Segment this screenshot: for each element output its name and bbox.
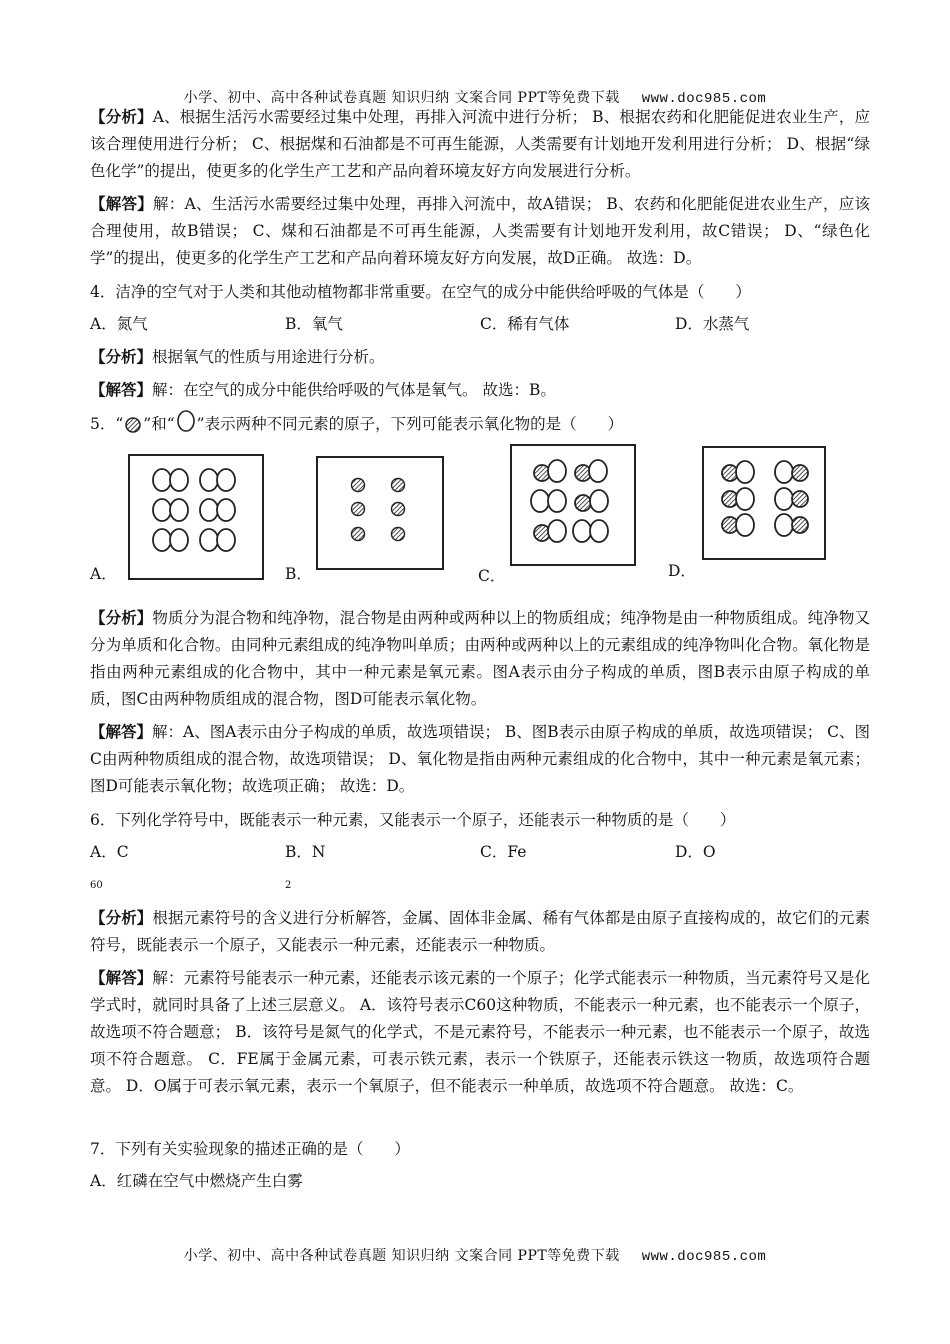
header-url[interactable]: www.doc985.com — [641, 91, 767, 107]
q6-stem: 6．下列化学符号中，既能表示一种元素，又能表示一个原子，还能表示一种物质的是（ ） — [90, 811, 736, 829]
q5-solution — [90, 718, 870, 800]
analysis-label: 【分析】 — [90, 608, 153, 627]
q5-stem-prefix: 5．“ — [90, 415, 124, 433]
q5-fig-d-letter: D． — [668, 562, 696, 580]
figure-a-molecules — [130, 456, 262, 578]
q5-figure-b — [316, 456, 444, 570]
q7-stem: 7．下列有关实验现象的描述正确的是（ ） — [90, 1140, 410, 1159]
q4-option-b: B．氧气 — [285, 315, 343, 333]
q5-fig-c-letter: C． — [478, 567, 506, 585]
solution-label: 【解答】 — [90, 968, 153, 988]
q7-option-a: A．红磷在空气中燃烧产生白雾 — [90, 1172, 303, 1191]
q4-solution — [90, 376, 870, 404]
q3-solution — [90, 190, 870, 272]
q4-options — [90, 311, 870, 338]
open-atom-icon — [175, 409, 197, 433]
q4-option-c: C．稀有气体 — [480, 315, 570, 333]
q6-option-a-sub: 60 — [90, 880, 103, 892]
q5-figure-a — [128, 454, 264, 580]
page-content — [90, 103, 870, 1200]
spacer — [90, 1105, 870, 1129]
q6-option-a — [90, 839, 285, 899]
q6-solution-text: 解：元素符号能表示一种元素，还能表示该元素的一个原子；化学式能表示一种物质，当元素符号又是化学式时，就同时具备了上述三层意义。 A．该符号表示C60这种物质，不能表示一种元素，也不能表示一个原子，故选项不符合题意； B．该符号是氮气的化学式，不是元素符号，不能表示一种元素，也不能表示一个原子，故选项不符合题意。 C．FE属于金属元素，可表示铁元素，表示一个铁原子，还能表示铁这一物质，故选项符合题意。 D．O属于可表示氧元素，表示一个氧原子，但不能表示一种单质，故选项不符合题意。 故选：C。 — [90, 969, 870, 1096]
q6-options — [90, 839, 870, 899]
footer-text: 小学、初中、高中各种试卷真题 知识归纳 文案合同 PPT等免费下载 — [183, 1248, 620, 1264]
analysis-label: 【分析】 — [90, 347, 153, 366]
q5-solution-text: 解：A、图A表示由分子构成的单质，故选项错误； B、图B表示由原子构成的单质，故选项错误； C、图C由两种物质组成的混合物，故选项错误； D、氧化物是指由两种元素组成的化合物中，其中一种元素是氧元素；图D可能表示氧化物；故选项正确； 故选：D。 — [90, 723, 870, 795]
q6-option-b-text: B．N — [285, 843, 326, 861]
q5-figures — [90, 444, 870, 594]
q3-analysis-text: A、根据生活污水需要经过集中处理，再排入河流中进行分析； B、根据农药和化肥能促进农业生产，应该合理使用进行分析； C、根据煤和石油都是不可再生能源，人类需要有计划地开发利用进行分析； D、根据“绿色化学”的提出，使更多的化学生产工艺和产品向着环境友好方向发展进行分析。 — [90, 108, 870, 180]
q6-analysis-text: 根据元素符号的含义进行分析解答，金属、固体非金属、稀有气体都是由原子直接构成的，故它们的元素符号，既能表示一个原子，又能表示一种元素，还能表示一种物质。 — [90, 909, 870, 955]
q4-option-a: A．氮气 — [90, 315, 148, 333]
footer-url[interactable]: www.doc985.com — [641, 1249, 767, 1265]
q5-figure-d — [702, 446, 826, 560]
q5-stem — [90, 411, 870, 438]
analysis-label: 【分析】 — [90, 107, 153, 126]
hatched-atom-icon — [123, 415, 143, 435]
q5-analysis — [90, 604, 870, 713]
q4-solution-text: 解：在空气的成分中能供给呼吸的气体是氧气。 故选：B。 — [152, 381, 556, 399]
q3-analysis — [90, 103, 870, 185]
q6-option-a-text: A．C — [90, 843, 129, 861]
q6-analysis — [90, 904, 870, 959]
q6-option-b-sub: 2 — [285, 880, 292, 892]
q5-analysis-text: 物质分为混合物和纯净物，混合物是由两种或两种以上的物质组成；纯净物是由一种物质组成。纯净物又分为单质和化合物。由同种元素组成的纯净物叫单质；由两种或两种以上的元素组成的纯净物叫化合物。氧化物是指由两种元素组成的化合物中，其中一种元素是氧元素。图A表示由分子构成的单质，图B表示由原子构成的单质，图C由两种物质组成的混合物，图D可能表示氧化物。 — [90, 609, 870, 708]
q4-stem: 4．洁净的空气对于人类和其他动植物都非常重要。在空气的成分中能供给呼吸的气体是（ ） — [90, 283, 751, 301]
figure-c-mixture — [512, 446, 634, 564]
q6-option-b — [285, 839, 480, 899]
q3-solution-text: 解：A、生活污水需要经过集中处理，再排入河流中，故A错误； B、农药和化肥能促进农业生产，应该合理使用，故B错误； C、煤和石油都是不可再生能源，人类需要有计划地开发利用，故C错误； D、“绿色化学”的提出，使更多的化学生产工艺和产品向着环境友好方向发展，故D正确。 故选：D。 — [90, 195, 870, 267]
figure-d-compound — [704, 448, 824, 558]
q4-analysis-text: 根据氧气的性质与用途进行分析。 — [152, 348, 385, 366]
q6-solution — [90, 964, 870, 1100]
q5-stem-mid: ”和“ — [143, 415, 175, 433]
q4-analysis — [90, 343, 870, 371]
q6-option-d: D．O — [675, 843, 716, 861]
page-footer — [0, 1245, 950, 1265]
q5-fig-a-letter: A． — [90, 565, 117, 583]
q5-figure-c — [510, 444, 636, 566]
solution-label: 【解答】 — [90, 380, 153, 399]
q6-option-c: C．Fe — [480, 843, 527, 861]
analysis-label: 【分析】 — [90, 908, 153, 928]
solution-label: 【解答】 — [90, 194, 154, 213]
figure-b-atoms — [318, 458, 442, 568]
q5-stem-suffix: ”表示两种不同元素的原子，下列可能表示氧化物的是（ ） — [196, 415, 624, 433]
q5-fig-b-letter: B． — [285, 565, 312, 583]
solution-label: 【解答】 — [90, 722, 153, 741]
header-text: 小学、初中、高中各种试卷真题 知识归纳 文案合同 PPT等免费下载 — [183, 90, 620, 106]
q4-option-d: D．水蒸气 — [675, 315, 750, 333]
